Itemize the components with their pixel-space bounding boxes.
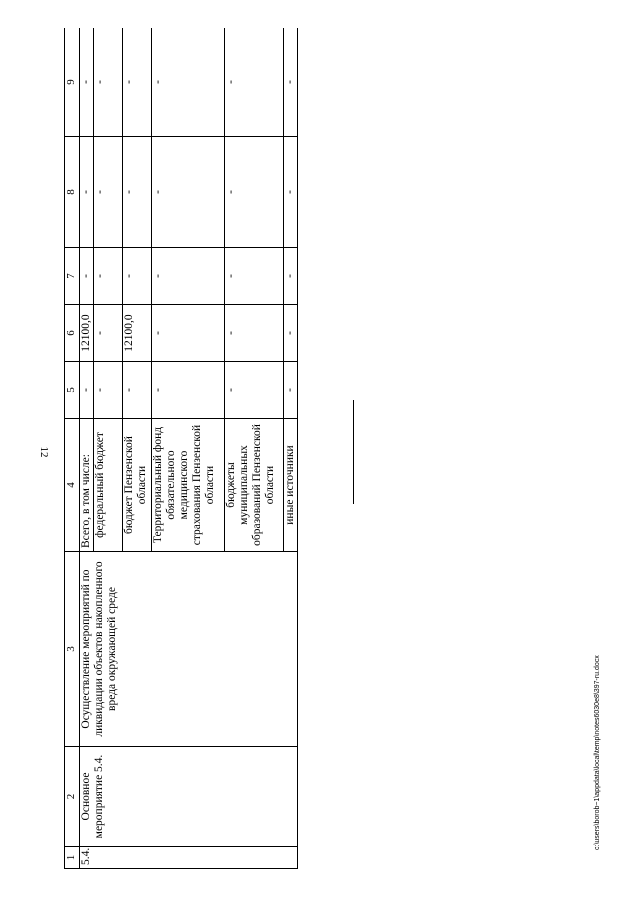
funding-source: Всего, в том числе: [80, 419, 94, 552]
page-number: 12 [38, 446, 50, 458]
value-cell: - [284, 248, 298, 305]
value-cell: - [94, 248, 123, 305]
value-cell: - [284, 137, 298, 248]
value-cell: - [152, 305, 225, 362]
column-number: 9 [65, 28, 80, 137]
column-number: 4 [65, 419, 80, 552]
value-cell: 12100,0 [123, 305, 152, 362]
value-cell: - [94, 137, 123, 248]
activity-description: Осуществление мероприятий по ликвидации объектов накопленного вреда окружающей среде [80, 552, 298, 747]
value-cell: - [94, 28, 123, 137]
value-cell: - [152, 137, 225, 248]
column-number: 6 [65, 305, 80, 362]
value-cell: - [225, 28, 284, 137]
record-number: 5.4. [80, 847, 298, 869]
value-cell: - [80, 248, 94, 305]
table-rotation-frame [64, 28, 309, 869]
value-cell: 12100,0 [80, 305, 94, 362]
signature-divider-line [353, 400, 354, 504]
activity-name: Основное мероприятие 5.4. [80, 747, 298, 847]
value-cell: - [80, 362, 94, 419]
value-cell: - [152, 248, 225, 305]
value-cell: - [152, 28, 225, 137]
footer-file-path-text: c:\users\borob~1\appdata\local\temp\notes6030e8\397-ru.docx [594, 655, 601, 850]
value-cell: - [225, 362, 284, 419]
column-number: 2 [65, 747, 80, 847]
column-number: 8 [65, 137, 80, 248]
value-cell: - [225, 248, 284, 305]
value-cell: - [80, 28, 94, 137]
column-number: 5 [65, 362, 80, 419]
funding-source: иные источники [284, 419, 298, 552]
funding-source: Территориальный фонд обязательного медицинского страхования Пензенской области [152, 419, 225, 552]
value-cell: - [123, 28, 152, 137]
footer-file-path [594, 620, 606, 850]
value-cell: - [123, 248, 152, 305]
value-cell: - [80, 137, 94, 248]
funding-source: федеральный бюджет [94, 419, 123, 552]
value-cell: - [225, 305, 284, 362]
column-number: 1 [65, 847, 80, 869]
table-header-row [65, 28, 80, 869]
funding-source: бюджеты муниципальных образований Пензенской области [225, 419, 284, 552]
value-cell: - [284, 305, 298, 362]
value-cell: - [123, 137, 152, 248]
rotated-landscape-area [64, 28, 309, 869]
column-number: 7 [65, 248, 80, 305]
value-cell: - [152, 362, 225, 419]
table-row [80, 28, 94, 869]
funding-source: бюджет Пензенской области [123, 419, 152, 552]
value-cell: - [94, 305, 123, 362]
value-cell: - [284, 28, 298, 137]
value-cell: - [225, 137, 284, 248]
column-number: 3 [65, 552, 80, 747]
value-cell: - [123, 362, 152, 419]
value-cell: - [94, 362, 123, 419]
funding-table [64, 28, 298, 869]
value-cell: - [284, 362, 298, 419]
